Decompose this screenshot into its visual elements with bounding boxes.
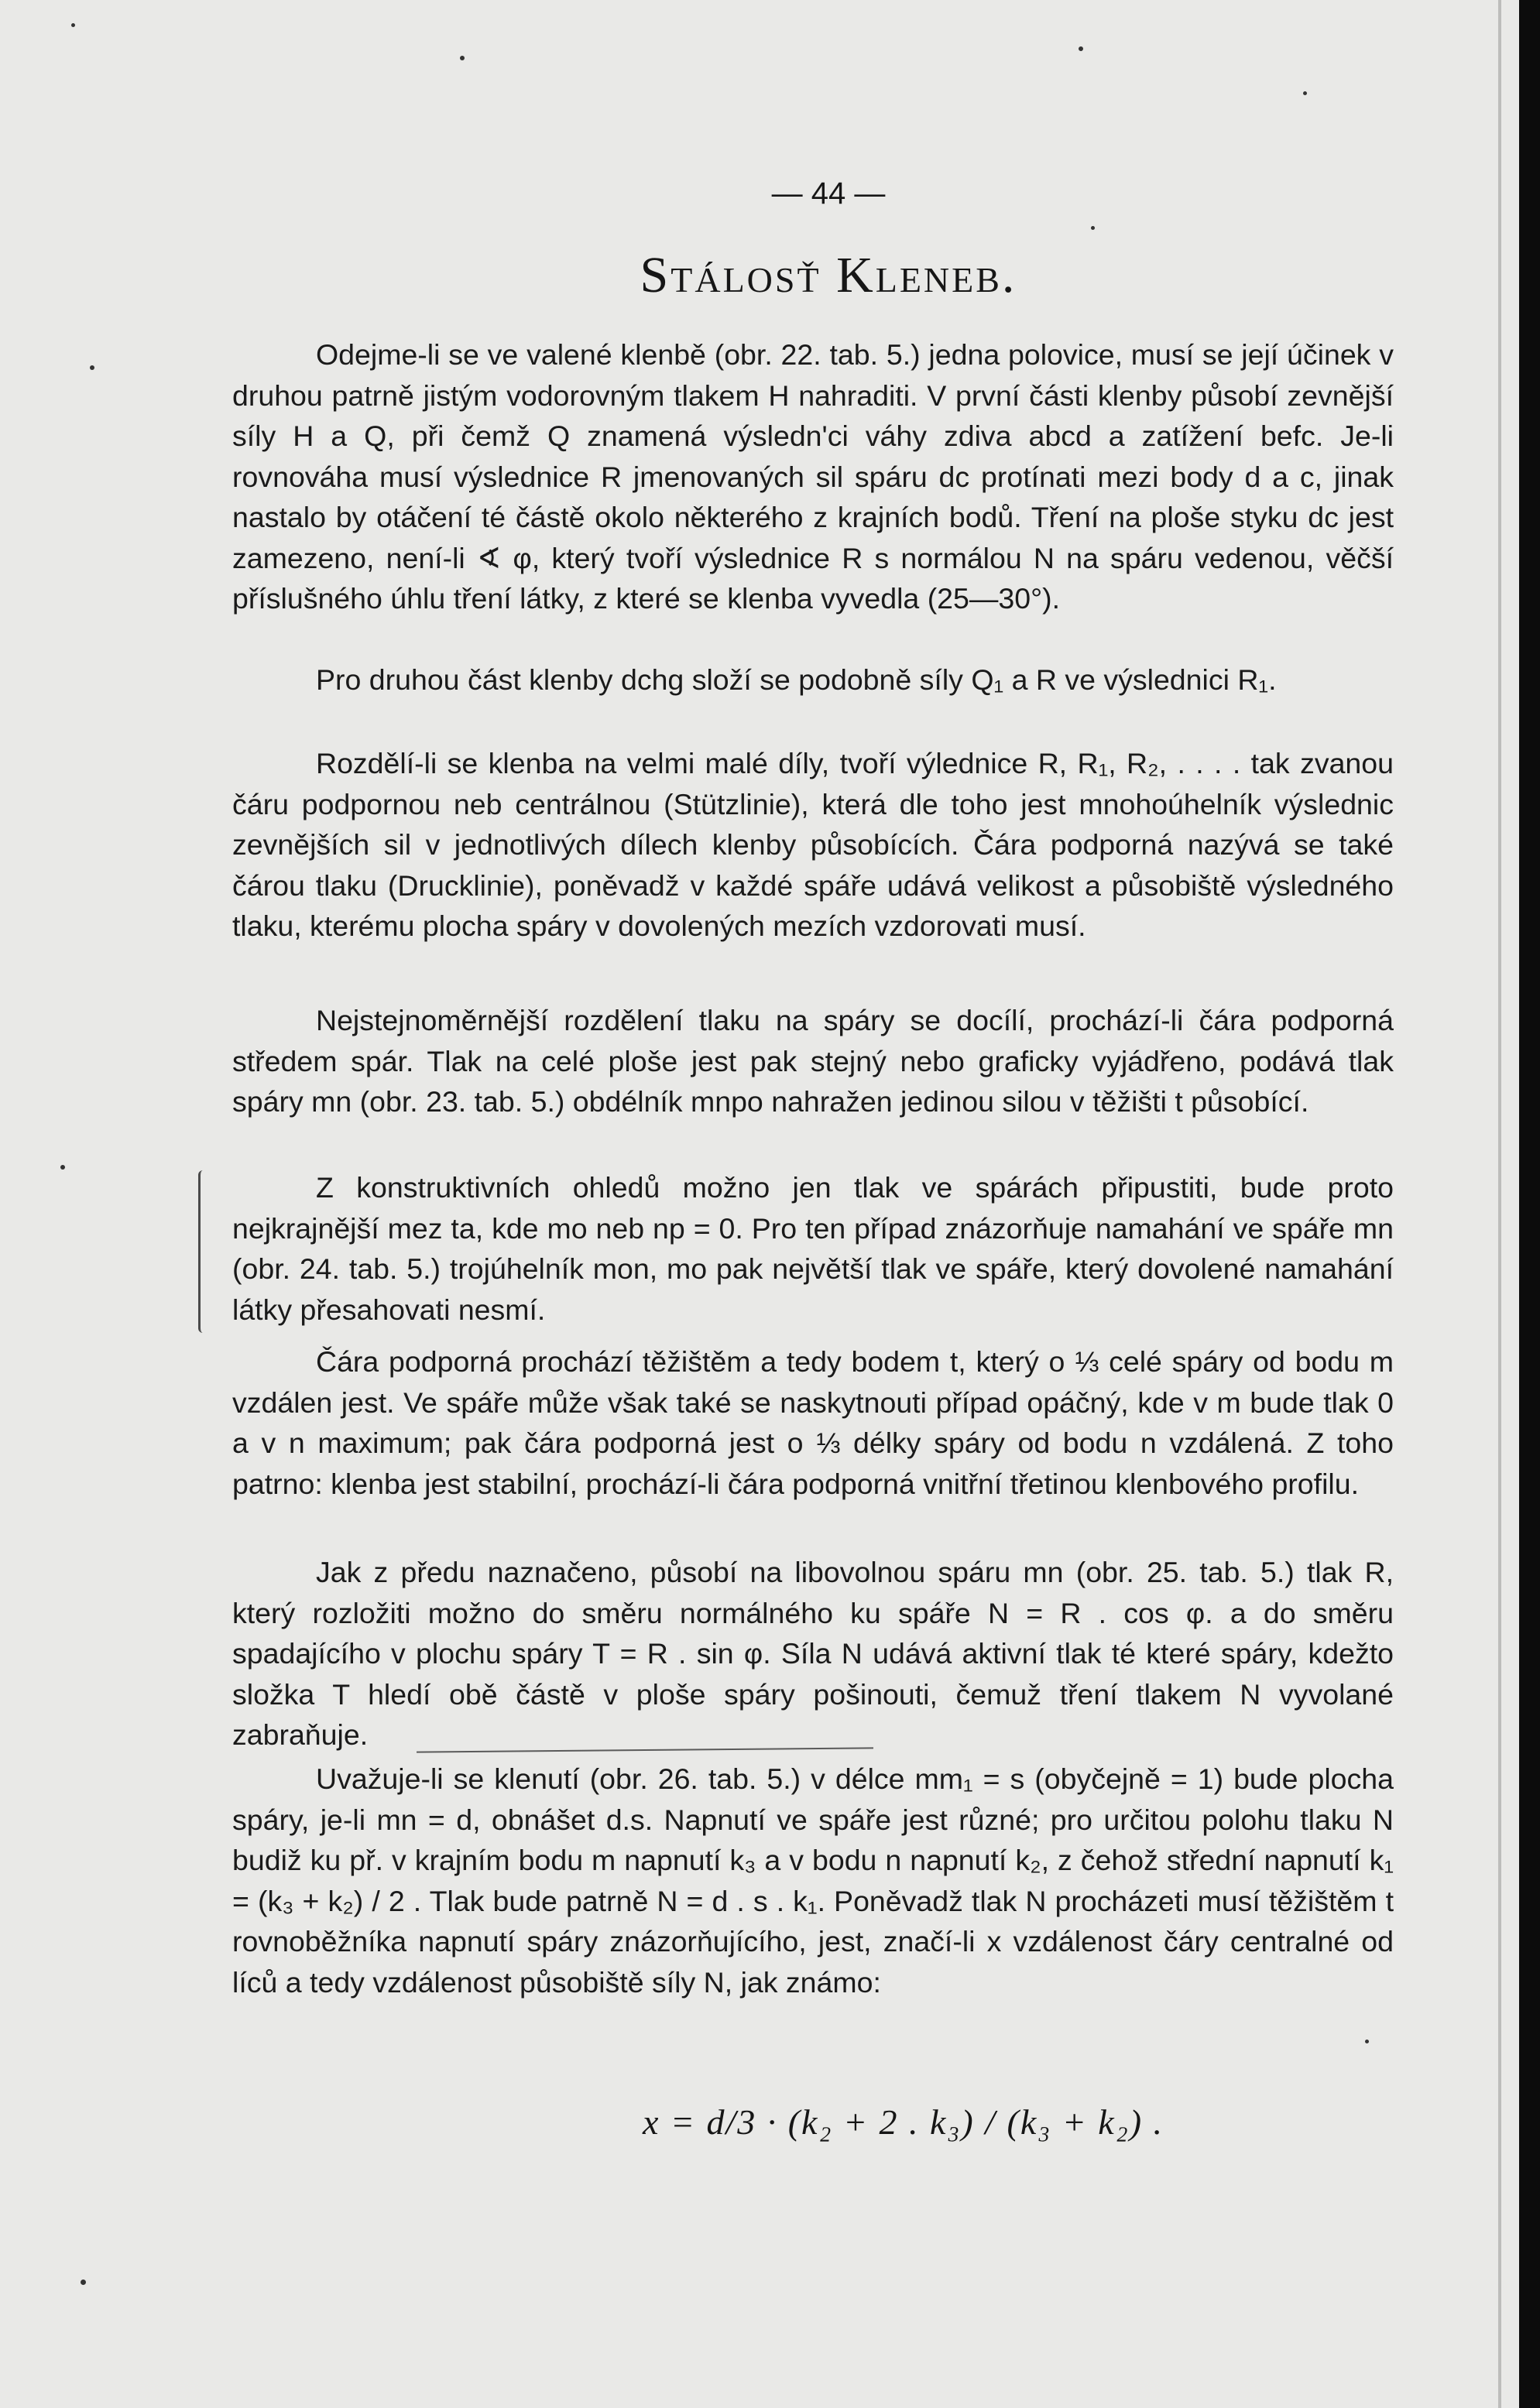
paragraph-8: Uvažuje-li se klenutí (obr. 26. tab. 5.) v délce mm₁ = s (obyčejně = 1) bude plocha spáry, je-li mn = d, obnášet d.s. Napnutí ve spáře jest různé; pro určitou polohu tlaku N budiž ku př. v krajním bodu m napnutí k₃ a v bodu n napnutí k₂, z čehož střední napnutí k₁ = (k₃ + k₂) / 2 . Tlak bude patrně N = d . s . k₁. Poněvadž tlak N procházeti musí těžištěm t rovnoběžníka napnutí spáry znázorňujícího, jest, značí-li x vzdálenost čáry centralné od líců a tedy vzdálenost působiště síly N, jak známo: [232,1762,1394,1999]
scan-speck [1303,91,1307,95]
paragraph-2: Pro druhou část klenby dchg složí se podobně síly Q₁ a R ve výslednici R₁. [316,663,1277,696]
paragraph-5: Z konstruktivních ohledů možno jen tlak ve spárách připustiti, bude proto nejkrajnější mez ta, kde mo neb np = 0. Pro ten případ znázorňuje namahání ve spáře mn (obr. 24. tab. 5.) trojúhelník mon, mo pak největší tlak ve spáře, který dovolené namahání látky přesahovati nesmí. [232,1171,1394,1326]
scan-speck [90,365,94,370]
paragraph-6: Čára podporná prochází těžištěm a tedy bodem t, který o ⅓ celé spáry od bodu m vzdálen jest. Ve spáře může však také se naskytnouti případ opáčný, kde v m bude tlak 0 a v n maximum; pak čára podporná jest o ⅓ délky spáry od bodu n vzdálená. Z toho patrno: klenba jest stabilní, prochází-li čára podporná vnitřní třetinou klenbového profilu. [232,1345,1394,1500]
paragraph-1: Odejme-li se ve valené klenbě (obr. 22. tab. 5.) jedna polovice, musí se její účinek v druhou patrně jistým vodorovným tlakem H nahraditi. V první části klenby působí zevnější síly H a Q, při čemž Q znamená výsledn'ci váhy zdiva abcd a zatížení befc. Je-li rovnováha musí výslednice R jmenovaných sil spáru dc protínati mezi body d a c, jinak nastalo by otáčení té částě okolo některého z krajních bodů. Tření na ploše styku dc jest zamezeno, není-li ∢ φ, který tvoří výslednice R s normálou N na spáru vedenou, věčší příslušného úhlu tření látky, z které se klenba vyvedla (25—30°). [232,338,1394,615]
page-edge-shadow [1498,0,1501,2408]
scan-speck [60,1165,65,1170]
paragraph-7: Jak z předu naznačeno, působí na libovolnou spáru mn (obr. 25. tab. 5.) tlak R, který rozložiti možno do směru normálného ku spáře N = R . cos φ. a do směru spadajícího v plochu spáry T = R . sin φ. Síla N udává aktivní tlak té které spáry, kdežto složka T hledí obě částě v ploše spáry pošinouti, čemuž tření tlakem N vyvolané zabraňuje. [232,1556,1394,1751]
scan-speck [1079,46,1083,51]
scan-speck [1365,2040,1369,2043]
paragraph-3: Rozdělí-li se klenba na velmi malé díly, tvoří výlednice R, R₁, R₂, . . . . tak zvanou čáru podpornou neb centrálnou (Stützlinie), která dle toho jest mnohoúhelník výslednic zevnějších sil v jednotlivých dílech klenby působících. Čára podporná nazývá se také čárou tlaku (Drucklinie), poněvadž v každé spáře udává velikost a působiště výsledného tlaku, kterému plocha spáry v dovolených mezích vzdorovati musí. [232,747,1394,942]
page-number: — 44 — [771,176,886,211]
scan-speck [71,23,75,27]
scan-speck [1091,226,1095,230]
page-edge [1519,0,1540,2408]
scan-speck [81,2280,86,2285]
margin-bracket-mark [198,1170,210,1333]
scan-speck [460,56,465,60]
paragraph-4: Nejstejnoměrnější rozdělení tlaku na spáry se docílí, prochází-li čára podporná středem spár. Tlak na celé ploše jest pak stejný nebo graficky vyjádřeno, podává tlak spáry mn (obr. 23. tab. 5.) obdélník mnpo nahražen jedinou silou v těžišti t působící. [232,1004,1394,1118]
equation: x = d/3 · (k₂ + 2 . k₃) / (k₃ + k₂) . [643,2102,1164,2142]
page-title: Stálosť Kleneb. [640,247,1017,303]
